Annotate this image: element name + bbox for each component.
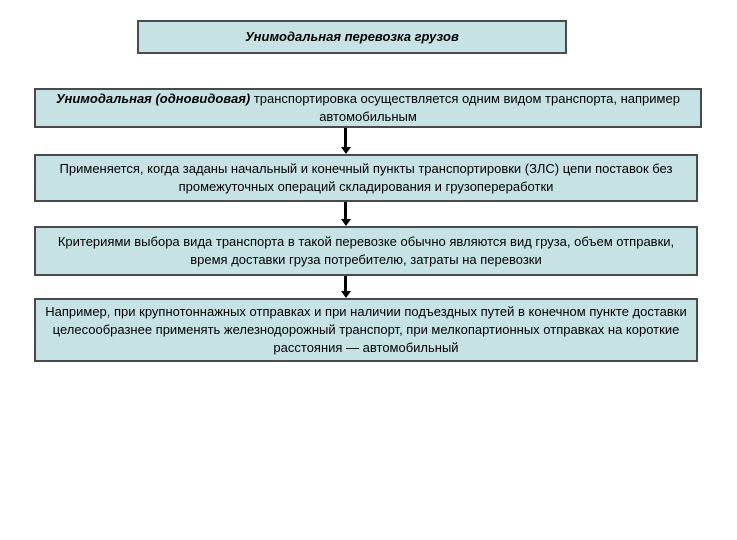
application-box [34,154,698,202]
example-box [34,298,698,362]
criteria-box [34,226,698,276]
diagram-title [137,20,567,54]
diagram-title-text: Унимодальная перевозка грузов [245,29,459,44]
example-text: Например, при крупнотоннажных отправках и при наличии подъездных путей в конечном пункте доставки целесообразнее применять железнодорожный транспорт, при мелкопартионных отправках на короткие расстояния — автомобильный [45,304,687,355]
definition-box [34,88,702,128]
criteria-text: Критериями выбора вида транспорта в такой перевозке обычно являются вид груза, объем отправки, время доставки груза потребителю, затраты на перевозки [57,234,675,267]
application-text: Применяется, когда заданы начальный и конечный пункты транспортировки (ЗЛС) цепи поставок без промежуточных операций складирования и грузопереработки [59,161,673,194]
definition-body: транспортировка осуществляется одним видом транспорта, например автомобильным [250,91,680,124]
flow-arrow-2 [341,202,351,226]
definition-lead: Унимодальная (одновидовая) [56,91,251,106]
flow-arrow-1 [341,128,351,154]
definition-text [42,90,694,126]
flow-arrow-3 [341,276,351,298]
